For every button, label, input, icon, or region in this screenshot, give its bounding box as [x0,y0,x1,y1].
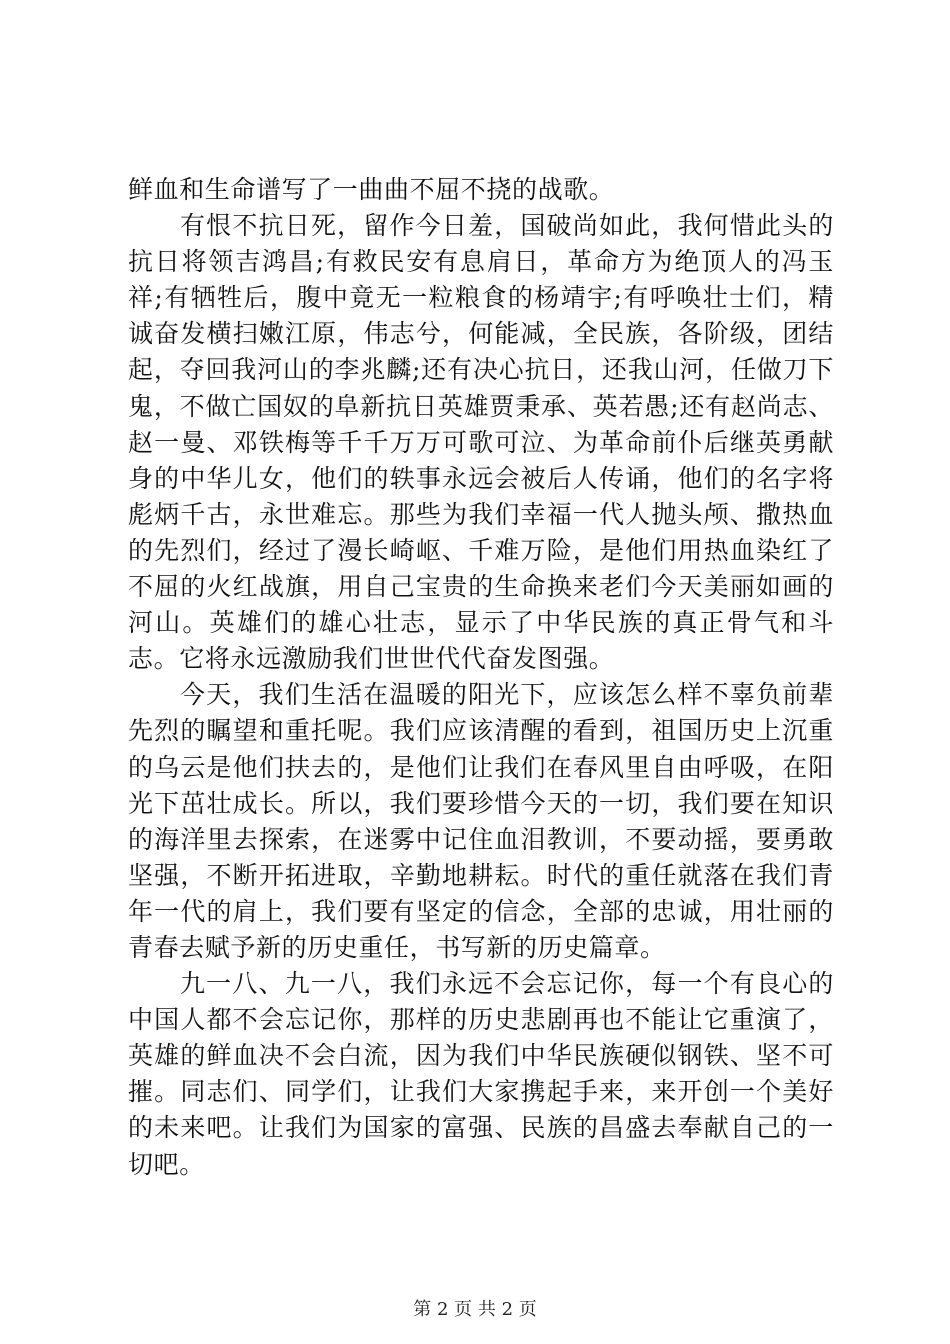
page-number-footer: 第 2 页 共 2 页 [413,1299,537,1320]
paragraph-heroes: 有恨不抗日死，留作今日羞，国破尚如此，我何惜此头的抗日将领吉鸿昌;有救民安有息肩日，革命方为绝顶人的冯玉祥;有牺牲后，腹中竟无一粒粮食的杨靖宇;有呼唤壮士们，精诚奋发横扫嫩江原，伟志兮，何能减，全民族，各阶级，团结起，夺回我河山的李兆麟;还有决心抗日，还我山河，任做刀下鬼，不做亡国奴的阜新抗日英雄贾秉承、英若愚;还有赵尚志、赵一曼、邓铁梅等千千万万可歌可泣、为革命前仆后继英勇献身的中华儿女，他们的轶事永远会被后人传诵，他们的名字将彪炳千古，永世难忘。那些为我们幸福一代人抛头颅、撒热血的先烈们，经过了漫长崎岖、千难万险，是他们用热血染红了不屈的火红战旗，用自己宝贵的生命换来老们今天美丽如画的河山。英雄们的雄心壮志，显示了中华民族的真正骨气和斗志。它将永远激励我们世世代代奋发图强。 [128,211,834,674]
paragraph-continuation: 鲜血和生命谱写了一曲曲不屈不挠的战歌。 [128,175,615,204]
document-body [128,172,834,1183]
paragraph-today: 今天，我们生活在温暖的阳光下，应该怎么样不辜负前辈先烈的瞩望和重托呢。我们应该清醒的看到，祖国历史上沉重的乌云是他们扶去的，是他们让我们在春风里自由呼吸，在阳光下茁壮成长。所以，我们要珍惜今天的一切，我们要在知识的海洋里去探索，在迷雾中记住血泪教训，不要动摇，要勇敢坚强，不断开拓进取，辛勤地耕耘。时代的重任就落在我们青年一代的肩上，我们要有坚定的信念，全部的忠诚，用壮丽的青春去赋予新的历史重任，书写新的历史篇章。 [128,680,834,962]
paragraph-closing: 九一八、九一八，我们永远不会忘记你，每一个有良心的中国人都不会忘记你，那样的历史悲剧再也不能让它重演了，英雄的鲜血决不会白流，因为我们中华民族硬似钢铁、坚不可摧。同志们、同学们，让我们大家携起手来，来开创一个美好的未来吧。让我们为国家的富强、民族的昌盛去奉献自己的一切吧。 [128,969,834,1179]
